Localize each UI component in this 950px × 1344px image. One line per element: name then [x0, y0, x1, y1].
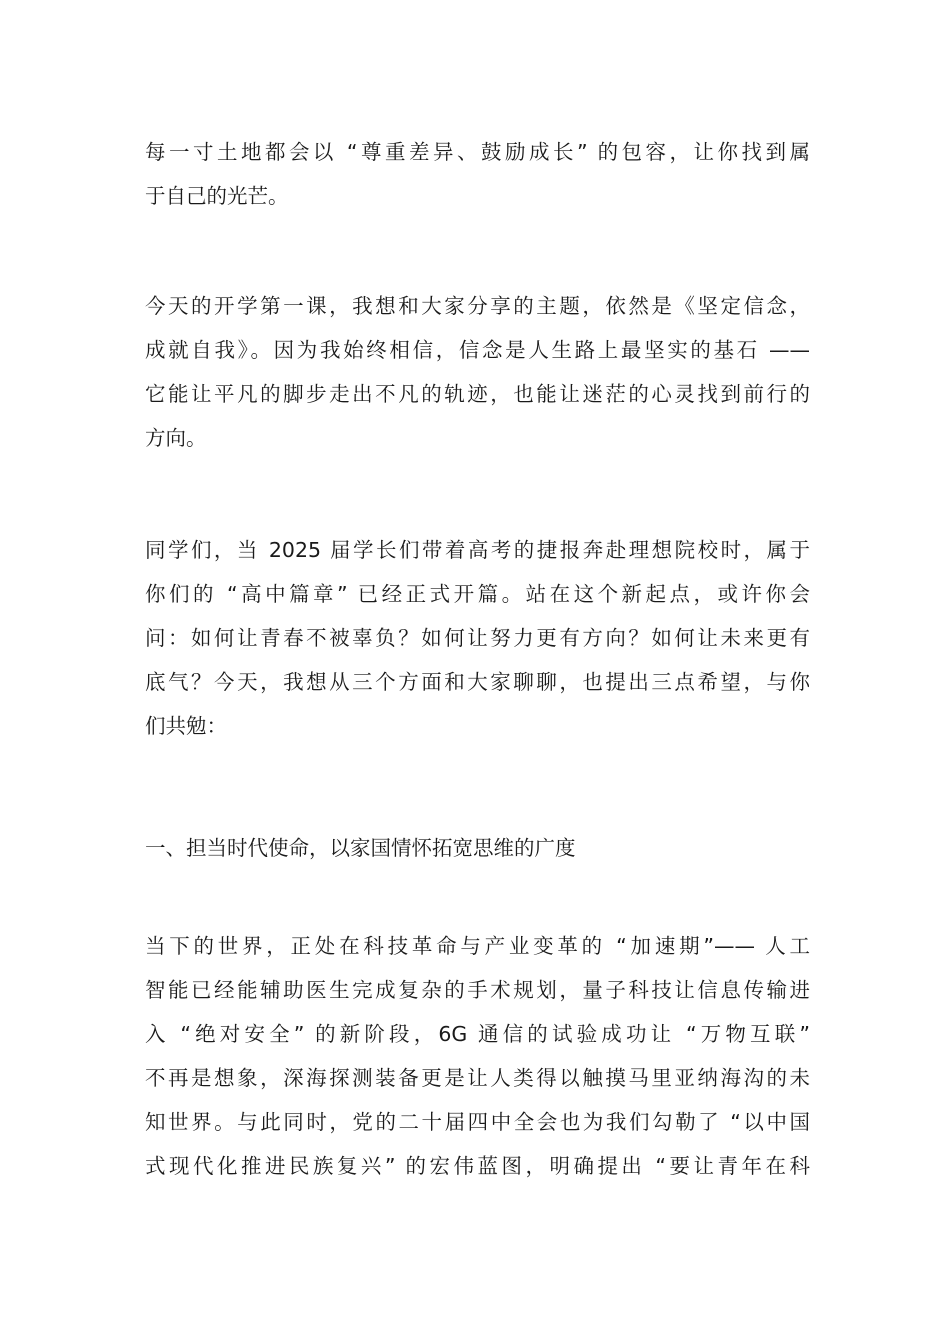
paragraph-line: 每一寸土地都会以 “尊重差异、鼓励成长” 的包容，让你找到属 — [145, 140, 810, 164]
paragraph-line: 今天的开学第一课，我想和大家分享的主题，依然是《坚定信念， — [145, 294, 810, 318]
paragraph-line: 于自己的光芒。 — [145, 184, 289, 208]
paragraph-line: 知世界。与此同时，党的二十届四中全会也为我们勾勒了 “以中国 — [145, 1110, 810, 1134]
paragraph-line: 你们的 “高中篇章” 已经正式开篇。站在这个新起点，或许你会 — [145, 582, 810, 606]
paragraph-2 — [145, 284, 810, 460]
section-heading-text: 一、担当时代使命，以家国情怀拓宽思维的广度 — [145, 836, 576, 860]
paragraph-line: 智能已经能辅助医生完成复杂的手术规划，量子科技让信息传输进 — [145, 978, 810, 1002]
section-heading — [145, 826, 810, 870]
paragraph-line: 成就自我》。因为我始终相信，信念是人生路上最坚实的基石 —— — [145, 338, 810, 362]
paragraph-line: 们共勉： — [145, 714, 227, 738]
paragraph-line: 式现代化推进民族复兴” 的宏伟蓝图，明确提出 “要让青年在科 — [145, 1154, 810, 1178]
paragraph-line: 当下的世界，正处在科技革命与产业变革的 “加速期”—— 人工 — [145, 934, 810, 958]
paragraph-3 — [145, 528, 810, 748]
paragraph-5 — [145, 924, 810, 1188]
paragraph-line: 同学们，当 2025 届学长们带着高考的捷报奔赴理想院校时，属于 — [145, 538, 810, 562]
paragraph-line: 底气？今天，我想从三个方面和大家聊聊，也提出三点希望，与你 — [145, 670, 810, 694]
paragraph-line: 方向。 — [145, 426, 207, 450]
paragraph-line: 问：如何让青春不被辜负？如何让努力更有方向？如何让未来更有 — [145, 626, 810, 650]
paragraph-1 — [145, 130, 810, 218]
paragraph-line: 不再是想象，深海探测装备更是让人类得以触摸马里亚纳海沟的未 — [145, 1066, 810, 1090]
paragraph-line: 它能让平凡的脚步走出不凡的轨迹，也能让迷茫的心灵找到前行的 — [145, 382, 810, 406]
paragraph-line: 入 “绝对安全” 的新阶段，6G 通信的试验成功让 “万物互联” — [145, 1022, 810, 1046]
